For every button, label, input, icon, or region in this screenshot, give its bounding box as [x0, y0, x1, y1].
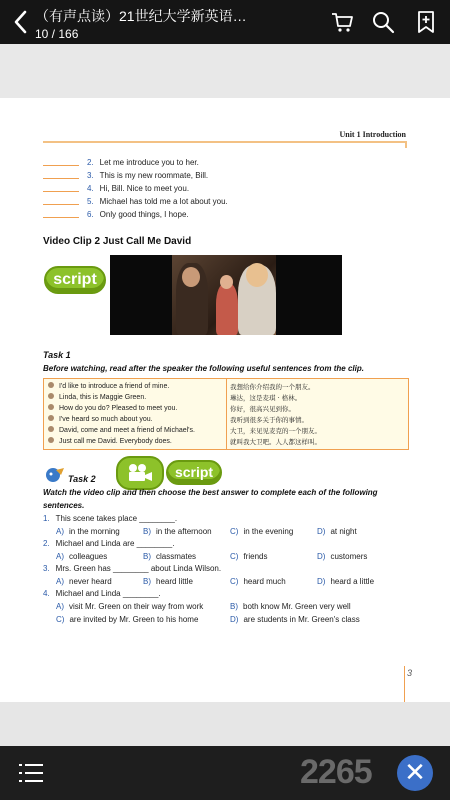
list-item [43, 210, 189, 219]
bottom-bar [0, 746, 450, 800]
option-text: heard little [156, 577, 193, 586]
question [43, 564, 221, 573]
option-text: are students in Mr. Green's class [243, 615, 360, 624]
speaker-icon [48, 426, 54, 432]
task1-title: Task 1 [43, 350, 71, 360]
line-text: Michael has told me a lot about you. [99, 197, 228, 206]
option-text: at night [330, 527, 357, 536]
option-text: heard a little [330, 577, 375, 586]
option-letter: B) [143, 527, 151, 536]
header-rule [43, 141, 407, 143]
page-number-rule [404, 666, 405, 702]
useful-sentences-table [43, 378, 409, 450]
book-title: （有声点读）21世纪大学新英语… [35, 8, 247, 24]
sentence-text: How do you do? Pleased to meet you. [59, 405, 178, 412]
answer-blank[interactable] [43, 191, 79, 192]
option-letter: D) [317, 577, 326, 586]
chinese-sentence: 就叫我大卫吧。人人都这样叫。 [230, 438, 321, 446]
video-person [216, 283, 238, 335]
sentence-text: I've heard so much about you. [59, 416, 153, 423]
answer-option[interactable] [317, 577, 374, 586]
option-letter: C) [230, 527, 239, 536]
back-icon[interactable] [10, 9, 32, 35]
option-text: customers [330, 552, 368, 561]
answer-option[interactable] [230, 615, 360, 624]
page-gap [0, 44, 450, 98]
option-text: both know Mr. Green very well [243, 602, 351, 611]
answer-option[interactable] [56, 602, 203, 611]
question-text: This scene takes place ________. [55, 514, 178, 523]
english-sentence[interactable] [48, 415, 153, 423]
option-text: in the morning [69, 527, 120, 536]
option-letter: A) [56, 602, 64, 611]
option-letter: D) [230, 615, 239, 624]
video-face [182, 267, 200, 287]
answer-option[interactable] [56, 527, 120, 536]
video-face [220, 275, 233, 289]
question [43, 539, 174, 548]
line-text: This is my new roommate, Bill. [99, 171, 209, 180]
book-page[interactable] [0, 98, 450, 702]
answer-option[interactable] [317, 552, 367, 561]
page-number: 3 [407, 668, 413, 678]
sentence-text: David, come and meet a friend of Michael's. [59, 427, 195, 434]
option-text: visit Mr. Green on their way from work [69, 602, 204, 611]
search-icon[interactable] [371, 10, 395, 34]
line-number: 5. [87, 197, 94, 206]
option-letter: A) [56, 527, 64, 536]
question [43, 514, 177, 523]
option-letter: C) [56, 615, 65, 624]
question-text: Mrs. Green has ________ about Linda Wilson. [55, 564, 222, 573]
english-sentence[interactable] [48, 426, 195, 434]
option-text: colleagues [69, 552, 108, 561]
page-indicator: 10 / 166 [35, 27, 79, 41]
english-sentence[interactable] [48, 437, 172, 445]
video-clip-title: Video Clip 2 Just Call Me David [43, 236, 192, 247]
chinese-sentence: 你好，很高兴见到你。 [230, 405, 295, 413]
option-text: never heard [69, 577, 112, 586]
line-text: Only good things, I hope. [99, 210, 189, 219]
question-text: Michael and Linda are ________. [55, 539, 175, 548]
sentence-text: Just call me David. Everybody does. [59, 438, 172, 445]
line-number: 4. [87, 184, 94, 193]
option-letter: B) [230, 602, 238, 611]
video-camera-icon [126, 463, 154, 483]
answer-option[interactable] [230, 552, 267, 561]
cart-icon[interactable] [330, 10, 354, 34]
answer-option[interactable] [56, 577, 112, 586]
chinese-sentence: 我听到很多关于你的事情。 [230, 416, 308, 424]
chinese-sentence: 大卫，来见见麦克的一个朋友。 [230, 427, 321, 435]
line-number: 3. [87, 171, 94, 180]
list-item [43, 158, 199, 167]
sentence-text: Linda, this is Maggie Green. [59, 394, 147, 401]
answer-option[interactable] [317, 527, 357, 536]
script-button[interactable]: script [166, 460, 222, 485]
option-letter: D) [317, 552, 326, 561]
answer-option[interactable] [56, 615, 198, 624]
option-letter: B) [143, 552, 151, 561]
speaker-icon [48, 415, 54, 421]
question-number: 1. [43, 514, 50, 523]
option-letter: C) [230, 552, 239, 561]
task2-title: Task 2 [68, 474, 96, 484]
option-text: are invited by Mr. Green to his home [69, 615, 199, 624]
task1-instruction: Before watching, read after the speaker the following useful sentences from the clip. [43, 364, 364, 373]
line-number: 6. [87, 210, 94, 219]
english-sentence[interactable] [48, 382, 169, 390]
close-icon[interactable]: ✕ [397, 755, 433, 791]
option-letter: A) [56, 552, 64, 561]
list-item [43, 197, 228, 206]
chinese-sentence: 琳达，这是麦琪 · 格林。 [230, 394, 302, 402]
option-text: in the evening [243, 527, 294, 536]
line-text: Hi, Bill. Nice to meet you. [99, 184, 190, 193]
sentence-text: I'd like to introduce a friend of mine. [59, 383, 170, 390]
list-item [43, 184, 189, 193]
option-text: in the afternoon [156, 527, 212, 536]
speaker-icon [48, 404, 54, 410]
menu-icon[interactable] [19, 763, 43, 783]
answer-blank[interactable] [43, 204, 79, 205]
question [43, 589, 161, 598]
task-mascot-icon [44, 466, 66, 484]
english-sentence[interactable] [48, 393, 146, 401]
answer-option[interactable] [230, 577, 286, 586]
option-letter: B) [143, 577, 151, 586]
script-button[interactable]: script [44, 266, 106, 294]
bookmark-add-icon[interactable] [414, 10, 438, 34]
answer-option[interactable] [143, 577, 193, 586]
option-letter: C) [230, 577, 239, 586]
video-button[interactable] [116, 456, 164, 490]
option-text: friends [243, 552, 268, 561]
line-number: 2. [87, 158, 94, 167]
speaker-icon [48, 393, 54, 399]
task2-instruction: Watch the video clip and then choose the best answer to complete each of the following sentences. [43, 488, 378, 510]
watermark-logo: 2265 [300, 753, 372, 791]
video-face [246, 263, 268, 287]
speaker-icon [48, 382, 54, 388]
answer-blank[interactable] [43, 165, 79, 166]
chinese-sentence: 我想给你介绍我的一个朋友。 [230, 383, 315, 391]
video-frame [172, 255, 276, 335]
unit-header: Unit 1 Introduction [339, 130, 406, 139]
answer-option[interactable] [230, 527, 293, 536]
option-letter: A) [56, 577, 64, 586]
answer-option[interactable] [56, 552, 107, 561]
speaker-icon [48, 437, 54, 443]
option-text: heard much [243, 577, 286, 586]
question-number: 2. [43, 539, 50, 548]
question-number: 4. [43, 589, 50, 598]
answer-blank[interactable] [43, 178, 79, 179]
answer-option[interactable] [143, 527, 212, 536]
answer-option[interactable] [143, 552, 196, 561]
option-text: classmates [156, 552, 197, 561]
answer-option[interactable] [230, 602, 351, 611]
option-letter: D) [317, 527, 326, 536]
line-text: Let me introduce you to her. [99, 158, 199, 167]
video-player[interactable] [110, 255, 342, 335]
answer-blank[interactable] [43, 217, 79, 218]
question-text: Michael and Linda ________. [55, 589, 161, 598]
top-app-bar [0, 0, 450, 44]
question-number: 3. [43, 564, 50, 573]
list-item [43, 171, 208, 180]
header-rule-tick [405, 141, 407, 148]
english-sentence[interactable] [48, 404, 177, 412]
